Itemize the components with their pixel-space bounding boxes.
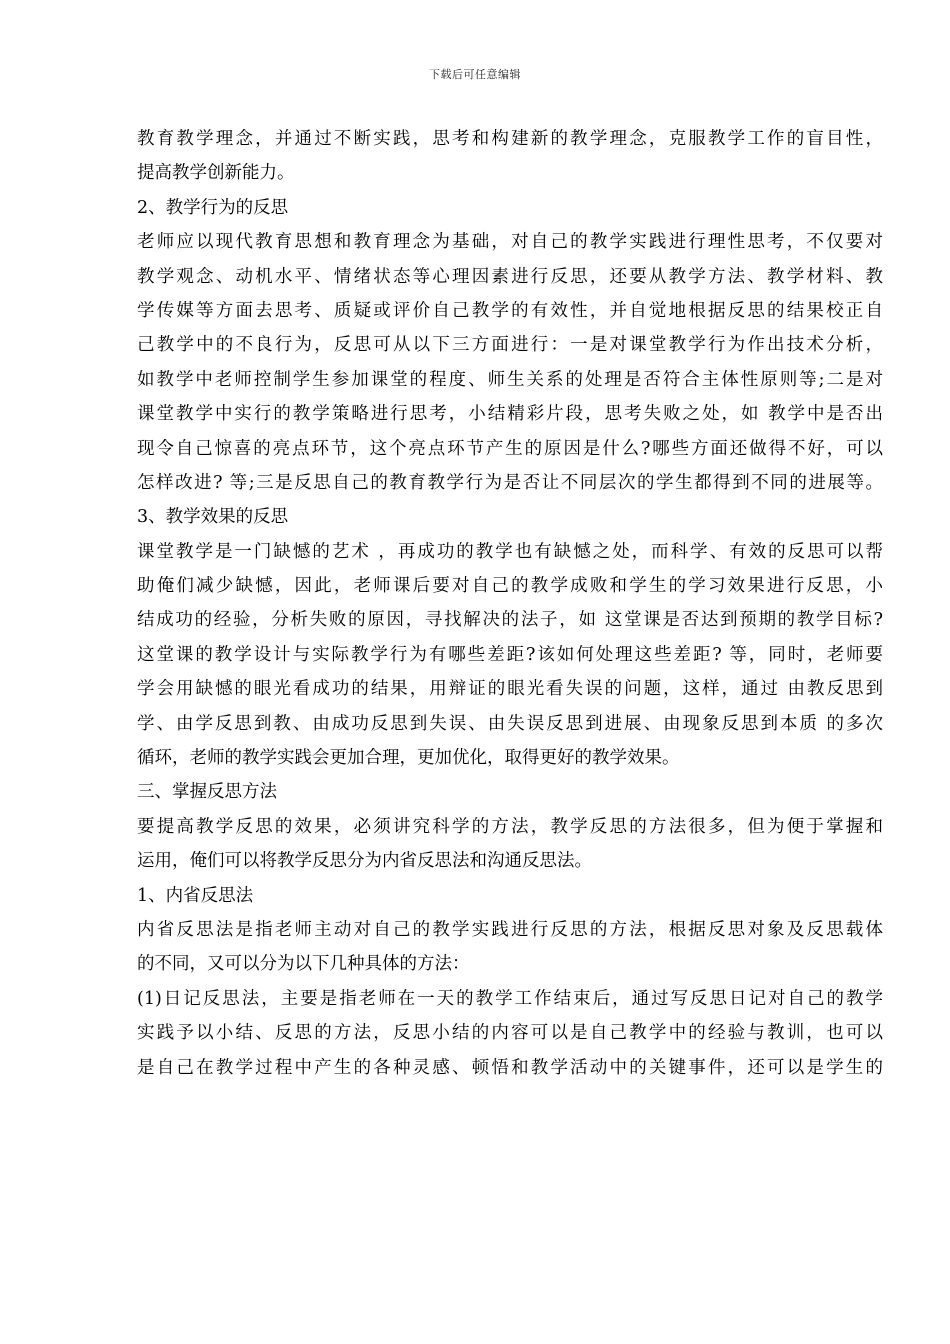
- text-line: 课堂教学中实行的教学策略进行思考，小结精彩片段，思考失败之处，如 教学中是否出: [137, 404, 883, 425]
- text-line: 循环，老师的教学实践会更加合理，更加优化，取得更好的教学效果。: [137, 748, 680, 769]
- text-line: 助俺们减少缺憾，因此，老师课后要对自己的教学成败和学生的学习效果进行反思，小: [137, 576, 883, 597]
- text-line: 现令自己惊喜的亮点环节，这个亮点环节产生的原因是什么?哪些方面还做得不好，可以: [137, 438, 883, 459]
- text-line: 老师应以现代教育思想和教育理念为基础，对自己的教学实践进行理性思考，不仅要对: [137, 232, 883, 253]
- text-line: (1)日记反思法，主要是指老师在一天的教学工作结束后，通过写反思日记对自己的教学: [137, 988, 883, 1009]
- text-line: 教学观念、动机水平、情绪状态等心理因素进行反思，还要从教学方法、教学材料、教: [137, 266, 883, 287]
- text-line: 3、教学效果的反思: [137, 507, 289, 528]
- text-line: 1、内省反思法: [137, 885, 254, 906]
- text-line: 三、掌握反思方法: [137, 782, 277, 803]
- text-line: 内省反思法是指老师主动对自己的教学实践进行反思的方法，根据反思对象及反思载体: [137, 919, 883, 940]
- text-line: 己教学中的不良行为，反思可从以下三方面进行：一是对课堂教学行为作出技术分析，: [137, 335, 883, 356]
- text-line: 是自己在教学过程中产生的各种灵感、顿悟和教学活动中的关键事件，还可以是学生的: [137, 1057, 883, 1078]
- text-line: 的不同，又可以分为以下几种具体的方法：: [137, 954, 470, 975]
- text-line: 教育教学理念，并通过不断实践，思考和构建新的教学理念，克服教学工作的盲目性，: [137, 129, 883, 149]
- text-line: 要提高教学反思的效果，必须讲究科学的方法，教学反思的方法很多，但为便于掌握和: [137, 816, 883, 837]
- text-line: 如教学中老师控制学生参加课堂的程度、师生关系的处理是否符合主体性原则等;二是对: [137, 369, 883, 390]
- text-line: 实践予以小结、反思的方法，反思小结的内容可以是自己教学中的经验与教训，也可以: [137, 1023, 883, 1044]
- text-line: 这堂课的教学设计与实际教学行为有哪些差距?该如何处理这些差距? 等，同时，老师要: [137, 644, 883, 665]
- text-line: 2、教学行为的反思: [137, 197, 289, 218]
- text-line: 结成功的经验，分析失败的原因，寻找解决的法子，如 这堂课是否达到预期的教学目标?: [137, 610, 883, 631]
- text-line: 学会用缺憾的眼光看成功的结果，用辩证的眼光看失误的问题，这样，通过 由教反思到: [137, 679, 883, 700]
- text-line: 学传媒等方面去思考、质疑或评价自己教学的有效性，并自觉地根据反思的结果校正自: [137, 300, 883, 321]
- page-header-note: 下载后可任意编辑: [429, 68, 521, 81]
- text-line: 怎样改进? 等;三是反思自己的教育教学行为是否让不同层次的学生都得到不同的进展等。: [137, 472, 883, 493]
- text-line: 提高教学创新能力。: [137, 163, 295, 184]
- text-line: 运用，俺们可以将教学反思分为内省反思法和沟通反思法。: [137, 851, 592, 872]
- text-line: 课堂教学是一门缺憾的艺术 ，再成功的教学也有缺憾之处，而科学、有效的反思可以帮: [137, 541, 883, 562]
- document-body: [137, 122, 883, 1085]
- text-line: 学、由学反思到教、由成功反思到失误、由失误反思到进展、由现象反思到本质 的多次: [137, 713, 883, 734]
